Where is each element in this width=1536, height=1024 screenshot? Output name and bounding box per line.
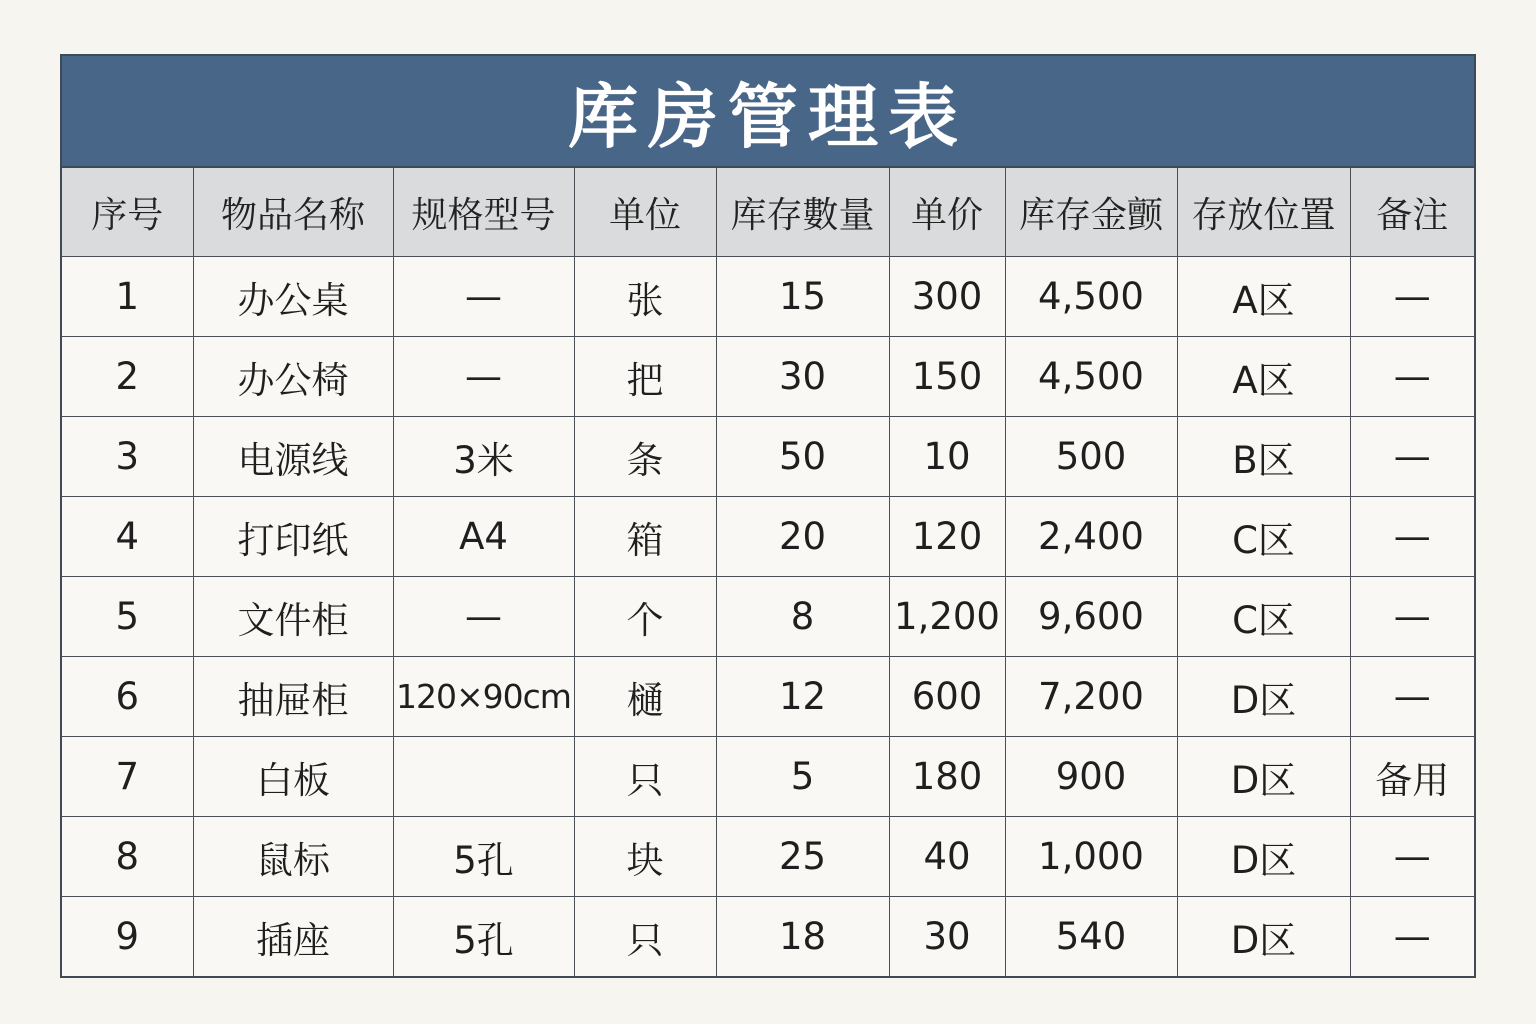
cell-location: A区 [1177,337,1350,417]
col-header-amount: 库存金颤 [1005,168,1177,257]
cell-note: — [1350,337,1474,417]
table-row [62,897,1474,977]
cell-unit: 把 [574,337,716,417]
cell-price: 150 [889,337,1005,417]
col-header-name: 物品名称 [193,168,393,257]
cell-location: C区 [1177,497,1350,577]
cell-qty: 30 [716,337,889,417]
cell-name: 白板 [193,737,393,817]
cell-price: 300 [889,257,1005,337]
cell-no: 6 [62,657,193,737]
col-header-note: 备注 [1350,168,1474,257]
cell-qty: 12 [716,657,889,737]
col-header-price: 单价 [889,168,1005,257]
cell-amount: 2,400 [1005,497,1177,577]
cell-name: 文件柜 [193,577,393,657]
cell-amount: 9,600 [1005,577,1177,657]
cell-no: 5 [62,577,193,657]
cell-amount: 1,000 [1005,817,1177,897]
cell-name: 插座 [193,897,393,977]
cell-amount: 540 [1005,897,1177,977]
cell-note: — [1350,257,1474,337]
table-row [62,657,1474,737]
cell-spec: — [393,337,574,417]
cell-no: 9 [62,897,193,977]
cell-location: C区 [1177,577,1350,657]
cell-note: — [1350,417,1474,497]
cell-no: 2 [62,337,193,417]
cell-no: 4 [62,497,193,577]
cell-unit: 箱 [574,497,716,577]
cell-spec: 5孔 [393,897,574,977]
cell-no: 1 [62,257,193,337]
cell-name: 办公椅 [193,337,393,417]
cell-no: 8 [62,817,193,897]
cell-price: 10 [889,417,1005,497]
cell-unit: 个 [574,577,716,657]
table-row [62,737,1474,817]
cell-unit: 只 [574,897,716,977]
cell-price: 120 [889,497,1005,577]
cell-qty: 18 [716,897,889,977]
col-header-no: 序号 [62,168,193,257]
cell-location: D区 [1177,817,1350,897]
table-row [62,817,1474,897]
cell-note: — [1350,817,1474,897]
cell-location: B区 [1177,417,1350,497]
cell-price: 30 [889,897,1005,977]
cell-qty: 8 [716,577,889,657]
cell-note: — [1350,657,1474,737]
title-bar [62,56,1474,168]
header-row [62,168,1474,257]
cell-unit: 张 [574,257,716,337]
cell-amount: 7,200 [1005,657,1177,737]
cell-spec [393,737,574,817]
cell-amount: 4,500 [1005,337,1177,417]
cell-name: 打印纸 [193,497,393,577]
cell-unit: 只 [574,737,716,817]
cell-amount: 4,500 [1005,257,1177,337]
cell-qty: 50 [716,417,889,497]
cell-location: A区 [1177,257,1350,337]
cell-spec: 5孔 [393,817,574,897]
table-body [62,257,1474,977]
inventory-sheet [60,54,1476,978]
table-row [62,257,1474,337]
cell-qty: 5 [716,737,889,817]
cell-note: 备用 [1350,737,1474,817]
cell-qty: 20 [716,497,889,577]
cell-no: 3 [62,417,193,497]
table-row [62,337,1474,417]
cell-name: 抽屉柜 [193,657,393,737]
cell-spec: — [393,577,574,657]
cell-location: D区 [1177,737,1350,817]
cell-price: 1,200 [889,577,1005,657]
table-row [62,577,1474,657]
cell-location: D区 [1177,897,1350,977]
table-row [62,497,1474,577]
col-header-unit: 单位 [574,168,716,257]
cell-unit: 樋 [574,657,716,737]
col-header-spec: 规格型号 [393,168,574,257]
cell-name: 电源线 [193,417,393,497]
cell-no: 7 [62,737,193,817]
cell-price: 600 [889,657,1005,737]
col-header-location: 存放位置 [1177,168,1350,257]
table-row [62,417,1474,497]
cell-price: 40 [889,817,1005,897]
inventory-table [62,168,1474,976]
cell-qty: 25 [716,817,889,897]
cell-unit: 块 [574,817,716,897]
cell-spec: 120×90cm [393,657,574,737]
cell-amount: 900 [1005,737,1177,817]
col-header-qty: 库存數量 [716,168,889,257]
cell-name: 办公桌 [193,257,393,337]
page-title: 库房管理表 [568,75,968,158]
cell-spec: — [393,257,574,337]
cell-unit: 条 [574,417,716,497]
cell-location: D区 [1177,657,1350,737]
cell-amount: 500 [1005,417,1177,497]
cell-spec: A4 [393,497,574,577]
cell-name: 鼠标 [193,817,393,897]
cell-note: — [1350,897,1474,977]
cell-note: — [1350,577,1474,657]
cell-spec: 3米 [393,417,574,497]
cell-qty: 15 [716,257,889,337]
cell-price: 180 [889,737,1005,817]
cell-note: — [1350,497,1474,577]
